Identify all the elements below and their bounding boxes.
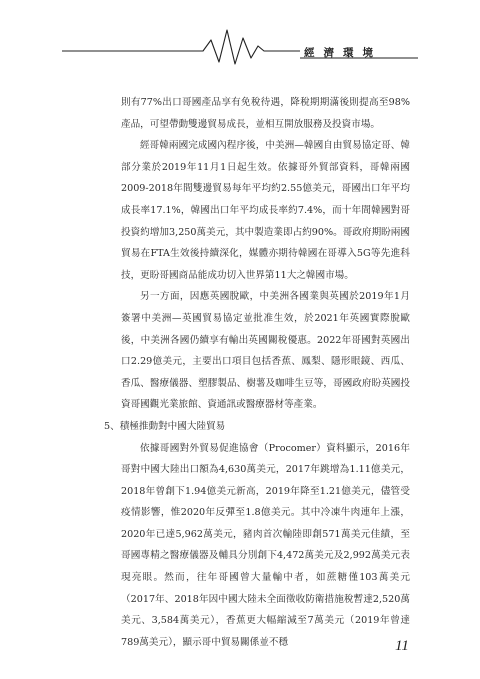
china-trade-paragraph: 依據哥國對外貿易促進協會（Procomer）資料顯示，2016年哥對中國大陸出口額為4,630萬美元，2017年跳增為1.11億美元，2018年曾創下1.94億美元新高，2019年降至1.21億美元，儘管受疫情影響，惟2020年反彈至1.8億美元。其中冷凍牛肉連年上漲，2020年已達5,962萬美元，豬肉首次輸陸即創571萬美元佳績，至哥國專精之醫療儀器及輔具分別創下4,472萬美元及2,992萬美元表現亮眼。然而，往年哥國曾大量輸中者，如蔗糖僅103萬美元（2017年、2018年因中國大陸未全面徵收防衛措施稅暫達2,520萬美元、3,584萬美元），香蕉更大幅縮減至7萬美元（2019年曾達789萬美元），顯示哥中貿易關係並不穩 [121,442,410,648]
uk-trade-paragraph: 另一方面，因應英國脫歐，中美洲各國業與英國於2019年1月簽署中美洲—英國貿易協定並批准生效，於2021年英國實際脫歐後，中美洲各國仍續享有輸出英國關稅優惠。2022年哥國對英國出口2.29億美元，主要出口項目包括香蕉、鳳梨、隱形眼鏡、西瓜、香瓜、醫療儀器、塑膠製品、樹薯及咖啡生豆等，哥國政府盼英國投資哥國觀光業旅館、資通訊或醫療器材等產業。 [121,291,410,411]
heartbeat-line-icon [0,0,480,80]
section-heading: 5、積極推動對中國大陸貿易 [104,420,226,432]
intro-paragraph: 則有77%出口哥國產品享有免稅待遇，降稅期期滿後則提高至98%產品，可望帶動雙邊貿易成長，並相互開放服務及投資市場。 [121,97,410,130]
page-header [0,0,480,80]
section-title: 經濟環境 [304,47,382,59]
page-number: 11 [395,638,409,654]
korea-trade-paragraph: 經哥韓兩國完成國內程序後，中美洲—韓國自由貿易協定哥、韓部分業於2019年11月1日起生效。依據哥外貿部資料，哥韓兩國2009-2018年間雙邊貿易每年平均約2.55億美元，哥國出口年平均成長率17.1%，韓國出口年平均成長率約7.4%，而十年間韓國對哥投資約增加3,250萬美元，其中製造業即占約90%。哥政府期盼兩國貿易在FTA生效後持續深化，媒體亦期待韓國在哥導入5G等先進科技，更盼哥國商品能成功切入世界第11大之韓國市場。 [121,140,410,281]
page-body [104,92,410,653]
